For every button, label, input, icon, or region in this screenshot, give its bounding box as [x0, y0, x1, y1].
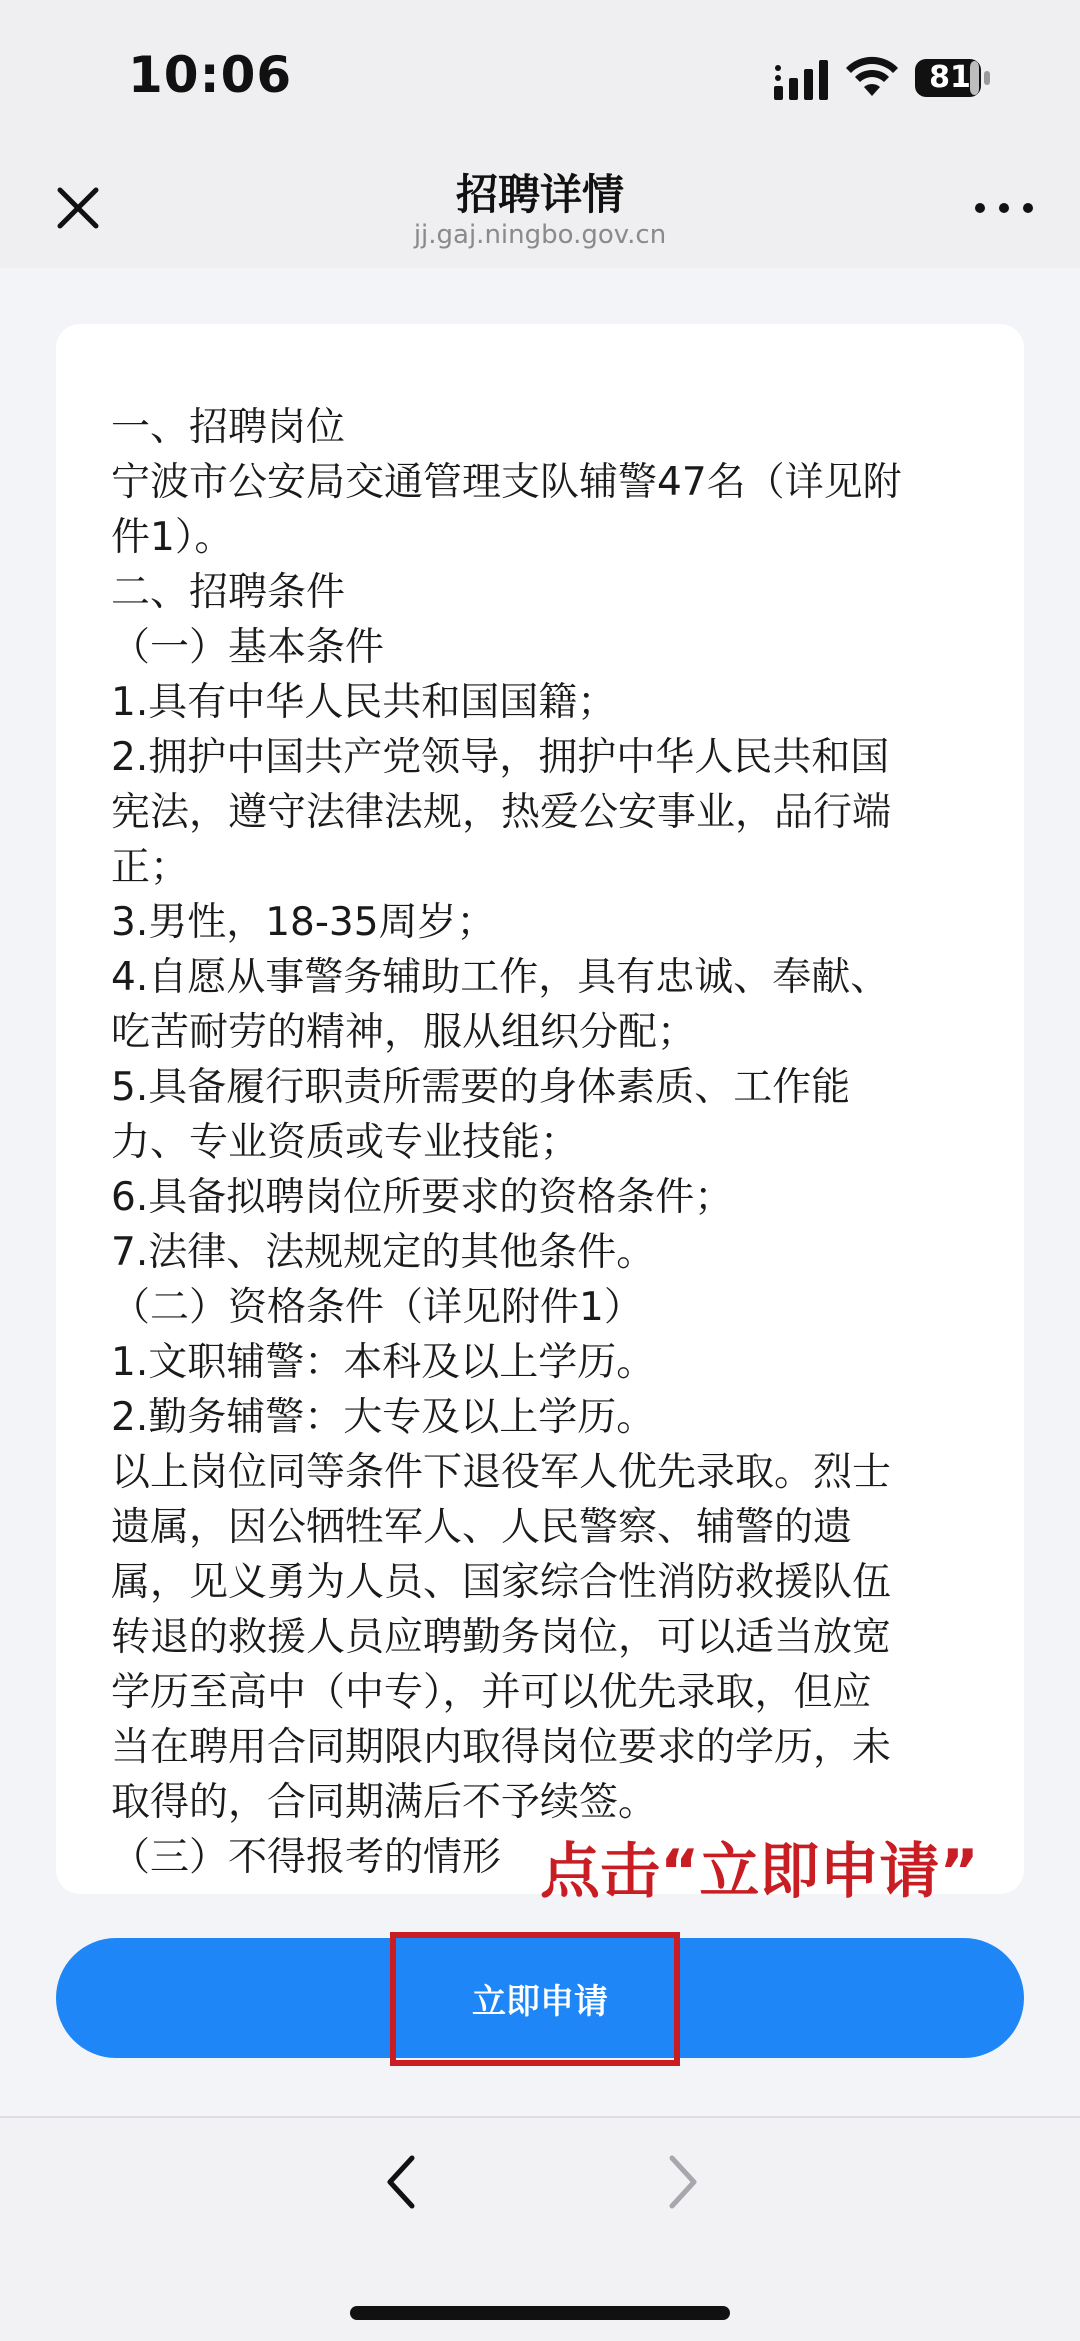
- text-line: 宪法，遵守法律法规，热爱公安事业，品行端: [111, 790, 892, 835]
- text-line: （三）不得报考的情形: [111, 1835, 502, 1880]
- status-time: 10:06: [128, 46, 293, 104]
- text-line: 4.自愿从事警务辅助工作，具有忠诚、奉献、: [111, 955, 890, 1000]
- text-line: 2.拥护中国共产党领导，拥护中华人民共和国: [111, 735, 890, 780]
- text-line: 6.具备拟聘岗位所要求的资格条件；: [111, 1175, 734, 1220]
- more-horizontal-icon[interactable]: [966, 180, 1042, 236]
- text-line: 5.具备履行职责所需要的身体素质、工作能: [111, 1065, 851, 1110]
- text-line: 件1）。: [111, 515, 234, 560]
- text-line: （一）基本条件: [111, 625, 385, 670]
- text-line: 当在聘用合同期限内取得岗位要求的学历，未: [111, 1725, 892, 1770]
- text-line: 遗属，因公牺牲军人、人民警察、辅警的遗: [111, 1505, 853, 1550]
- text-line: 正；: [111, 845, 190, 890]
- text-line: 力、专业资质或专业技能；: [111, 1120, 580, 1165]
- annotation-label: 点击“立即申请”: [540, 1837, 979, 1907]
- page-domain: jj.gaj.ningbo.gov.cn: [413, 220, 667, 250]
- text-line: （二）资格条件（详见附件1）: [111, 1285, 643, 1330]
- text-line: 二、招聘条件: [111, 570, 346, 615]
- battery-level: 81: [929, 60, 971, 95]
- chevron-left-icon[interactable]: [380, 2150, 424, 2214]
- text-line: 2.勤务辅警：大专及以上学历。: [111, 1395, 656, 1440]
- home-indicator: [350, 2306, 730, 2320]
- apply-now-button[interactable]: 立即申请: [56, 1938, 1024, 2058]
- text-line: 取得的，合同期满后不予续签。: [111, 1780, 658, 1825]
- page-title: 招聘详情: [455, 170, 624, 219]
- text-line: 学历至高中（中专），并可以优先录取，但应: [111, 1670, 872, 1715]
- text-line: 3.男性，18-35周岁；: [111, 900, 496, 945]
- recruitment-text: [111, 400, 981, 1885]
- text-line: 1.文职辅警：本科及以上学历。: [111, 1340, 656, 1385]
- text-line: 7.法律、法规规定的其他条件。: [111, 1230, 656, 1275]
- text-line: 以上岗位同等条件下退役军人优先录取。烈士: [111, 1450, 892, 1495]
- text-line: 宁波市公安局交通管理支队辅警47名（详见附: [111, 460, 902, 505]
- recruitment-detail-card[interactable]: [56, 324, 1024, 1894]
- text-line: 一、招聘岗位: [111, 405, 346, 450]
- text-line: 1.具有中华人民共和国国籍；: [111, 680, 617, 725]
- wifi-icon: [846, 56, 898, 98]
- chevron-right-icon[interactable]: [660, 2150, 704, 2214]
- text-line: 转退的救援人员应聘勤务岗位，可以适当放宽: [111, 1615, 892, 1660]
- text-line: 吃苦耐劳的精神，服从组织分配；: [111, 1010, 697, 1055]
- text-line: 属，见义勇为人员、国家综合性消防救援队伍: [111, 1560, 892, 1605]
- signal-icon: [774, 60, 830, 100]
